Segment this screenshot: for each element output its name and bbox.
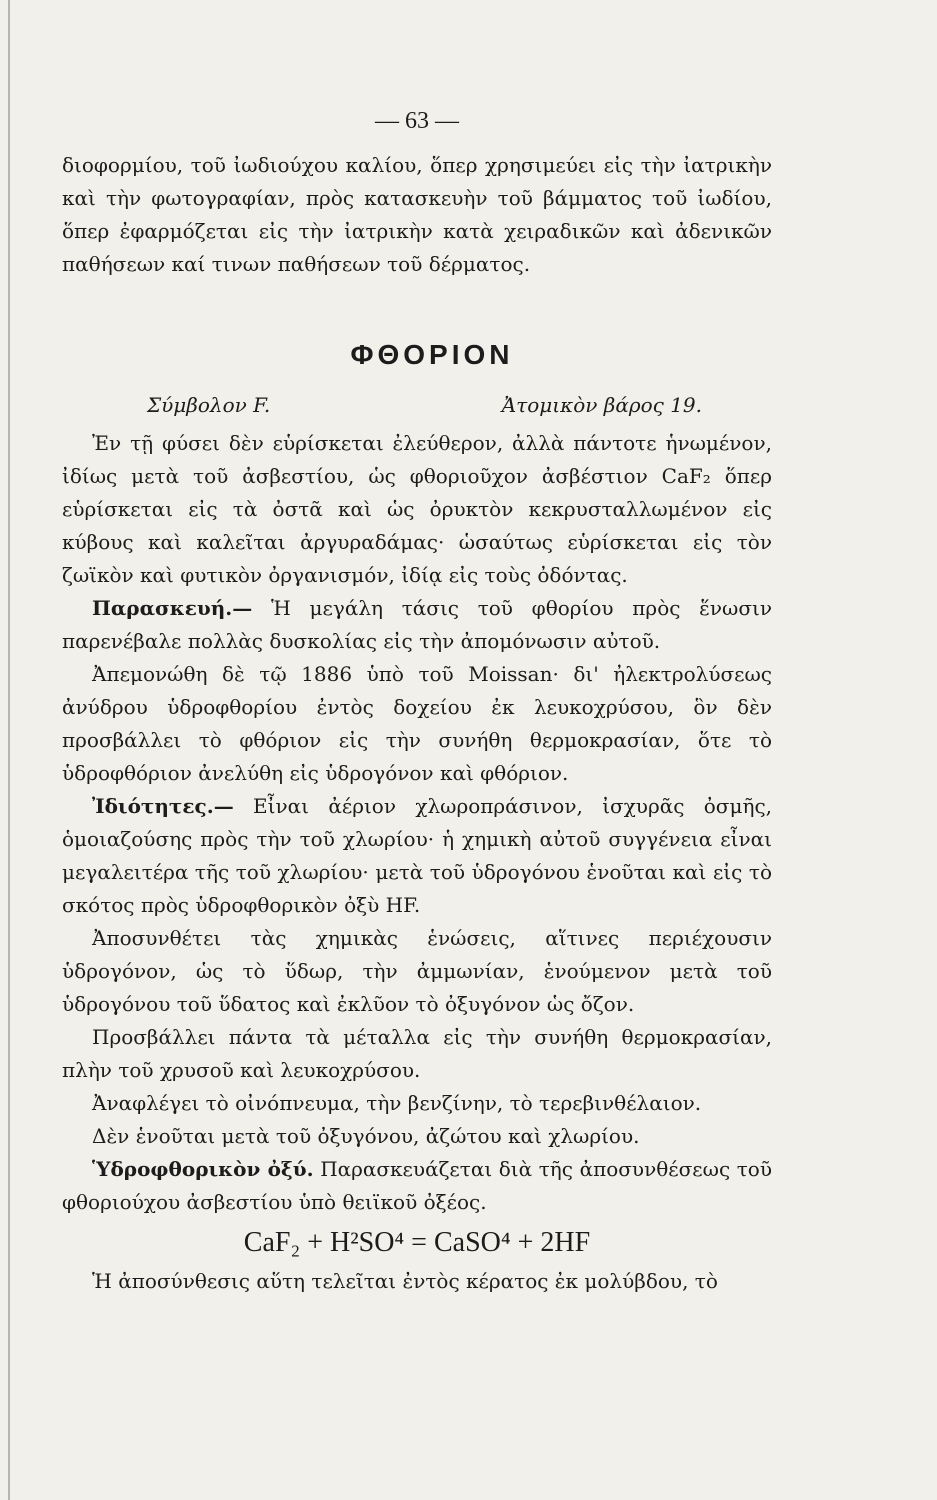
properties-text: Εἶναι ἀέριον χλωροπράσινον, ἰσχυρᾶς ὀσμῆς, ὁμοιαζούσης πρὸς τὴν τοῦ χλωρίου· ἡ χημικὴ αὐτοῦ συγγένεια εἶναι μεγαλειτέρα τῆς τοῦ χλωρίου· μετὰ τοῦ ὑδρογόνου ἑνοῦται καὶ εἰς τὸ σκότος πρὸς ὑδροφθορικὸν ὀξὺ HF. <box>62 794 773 917</box>
occurrence-paragraph: Ἐν τῇ φύσει δὲν εὑρίσκεται ἐλεύθερον, ἀλλὰ πάντοτε ἡνωμένον, ἰδίως μετὰ τοῦ ἀσβεστίου, ὡς φθοριοῦχον ἀσβέστιον CaF₂ ὅπερ εὑρίσκεται εἰς τὰ ὀστᾶ καὶ ὡς ὀρυκτὸν κεκρυσταλλωμένον εἰς κύβους καὶ καλεῖται ἀργυραδάμας· ὡσαύτως εὑρίσκεται εἰς τὸν ζωϊκὸν καὶ φυτικὸν ὀργανισμόν, ἰδίᾳ εἰς τοὺς ὀδόντας. <box>62 431 772 587</box>
properties-paragraph <box>62 790 772 922</box>
page-content <box>62 108 772 1298</box>
acid-label: Ὑδροφθορικὸν ὀξύ. <box>92 1157 314 1181</box>
page-edge <box>8 0 10 1500</box>
decompose-paragraph: Ἀποσυνθέτει τὰς χημικὰς ἑνώσεις, αἵτινες περιέχουσιν ὑδρογόνον, ὡς τὸ ὕδωρ, τὴν ἀμμωνίαν, ἑνούμενον μετὰ τοῦ ὑδρογόνου τοῦ ὕδατος καὶ ἐκλῦον τὸ ὀξυγόνον ὡς ὄζον. <box>62 926 772 1016</box>
preparation-label: Παρασκευή.— <box>92 596 253 620</box>
isolation-paragraph: Ἀπεμονώθη δὲ τῷ 1886 ὑπὸ τοῦ Moissan· δι' ἠλεκτρολύσεως ἀνύδρου ὑδροφθορίου ἐντὸς δοχείου ἐκ λευκοχρύσου, ὃν δὲν προσβάλλει τὸ φθόριον εἰς τὴν συνήθη θερμοκρασίαν, ὅτε τὸ ὑδροφθόριον ἀνελύθη εἰς ὑδρογόνον καὶ φθόριον. <box>62 662 772 785</box>
attacks-paragraph: Προσβάλλει πάντα τὰ μέταλλα εἰς τὴν συνήθη θερμοκρασίαν, πλὴν τοῦ χρυσοῦ καὶ λευκοχρύσου. <box>62 1025 772 1082</box>
preparation-text: Ἡ μεγάλη τάσις τοῦ φθορίου πρὸς ἕνωσιν παρενέβαλε πολλὰς δυσκολίας εἰς τὴν ἀπομόνωσιν αὐτοῦ. <box>62 596 772 653</box>
preparation-paragraph <box>62 592 772 658</box>
intro-paragraph: διοφορμίου, τοῦ ἰωδιούχου καλίου, ὅπερ χρησιμεύει εἰς τὴν ἰατρικὴν καὶ τὴν φωτογραφίαν, πρὸς κατασκευὴν τοῦ βάμματος τοῦ ἰωδίου, ὅπερ ἐφαρμόζεται εἰς τὴν ἰατρικὴν κατὰ χειραδικῶν καὶ ἀδενικῶν παθήσεων καί τινων παθήσεων τοῦ δέρματος. <box>62 153 772 276</box>
page-number: — 63 — <box>375 108 459 134</box>
ignites-paragraph: Ἀναφλέγει τὸ οἰνόπνευμα, τὴν βενζίνην, τὸ τερεβινθέλαιον. <box>92 1091 702 1115</box>
properties-label: Ἰδιότητες.— <box>92 794 234 818</box>
nocombine-paragraph: Δὲν ἑνοῦται μετὰ τοῦ ὀξυγόνου, ἀζώτου καὶ χλωρίου. <box>92 1124 640 1148</box>
section-heading: ΦΘΟΡΙΟΝ <box>350 339 514 370</box>
last-paragraph: Ἡ ἀποσύνθεσις αὕτη τελεῖται ἐντὸς κέρατος ἐκ μολύβδου, τὸ <box>92 1269 718 1293</box>
acid-paragraph <box>62 1153 772 1219</box>
atomic-weight: Ἀτομικὸν βάρος 19. <box>501 393 702 417</box>
chemical-equation: CaF₂ + H²SO⁴ = CaSO⁴ + 2HF <box>243 1227 591 1258</box>
element-symbol: Σύμβολον F. <box>147 393 271 417</box>
acid-text: Παρασκευάζεται διὰ τῆς ἀποσυνθέσεως τοῦ φθοριούχου ἀσβεστίου ὑπὸ θειϊκοῦ ὀξέος. <box>62 1157 773 1214</box>
element-meta <box>62 393 772 417</box>
